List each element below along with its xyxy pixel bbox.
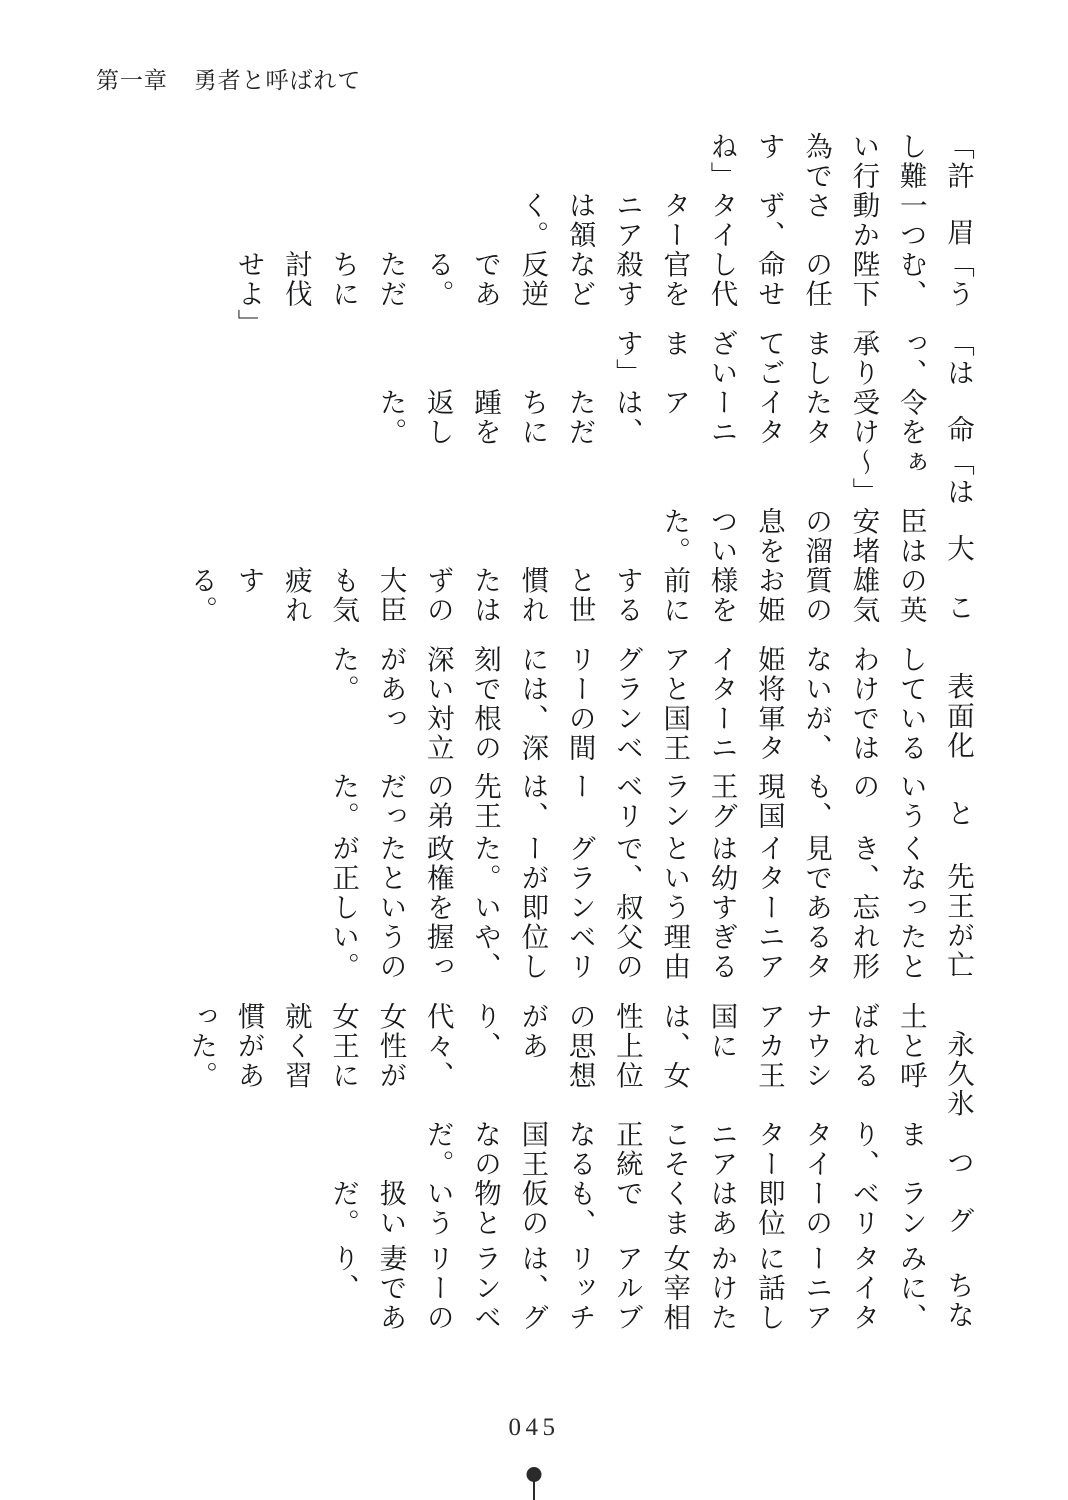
paragraph: 永久氷土と呼ばれるナウシアカ王国には、女性上位の思想があり、代々、女性が女王に就く習慣があった。 xyxy=(186,1002,974,1119)
paragraph: 「はぁ～」 xyxy=(848,447,974,507)
paragraph: グランベリーの即位はあくまでも、仮の物という扱いだ。 xyxy=(328,1178,974,1238)
paragraph: ちなみに、タイターニアに話しかけた女宰相アルブリッチは、グランベリーの妻であり、 xyxy=(328,1243,974,1332)
paragraph: というのも、現国王グランベリーは、先王の弟だった。 xyxy=(328,771,974,831)
chapter-number: 第一章 xyxy=(96,68,168,93)
paragraph: 大臣は安堵の溜息をついた。 xyxy=(659,506,974,566)
running-header xyxy=(96,62,361,95)
folio-dot-mark xyxy=(527,1467,542,1482)
paragraph: 表面化しているわけではないが、姫将軍タイターニアと国王グランベリーの間には、深刻で根の深い対立があった。 xyxy=(328,644,974,763)
paragraph: つまり、タイターニアこそ正統なる国王なのだ。 xyxy=(422,1120,974,1179)
paragraph: 先王が亡くなったとき、忘れ形見であるタイターニアは幼すぎるという理由で、叔父のグランベリーが即位した。いや、政権を握ったというのが正しい。 xyxy=(328,834,974,982)
page-number: 045 xyxy=(508,1414,560,1441)
paragraph: この英雄気質のお姫様を前にすると世慣れたはずの大臣も気疲れする。 xyxy=(186,565,974,625)
folio-stem xyxy=(533,1480,535,1500)
paragraph: 「うむ、陛下の任命せし代官を殺すなど反逆である。ただちに討伐せよ」 xyxy=(233,249,974,338)
chapter-title: 勇者と呼ばれて xyxy=(193,68,362,93)
body-text-vertical xyxy=(102,132,982,1342)
paragraph: 眉一つ動かさず、タイターニアは頷く。 xyxy=(517,190,974,250)
paragraph: 「許し難い行為ですね」 xyxy=(706,132,974,191)
paragraph: 「はっ、承りましてございます」 xyxy=(611,329,974,388)
paragraph: 命令を受けたタイターニアは、ただちに踵を返した。 xyxy=(375,387,974,447)
